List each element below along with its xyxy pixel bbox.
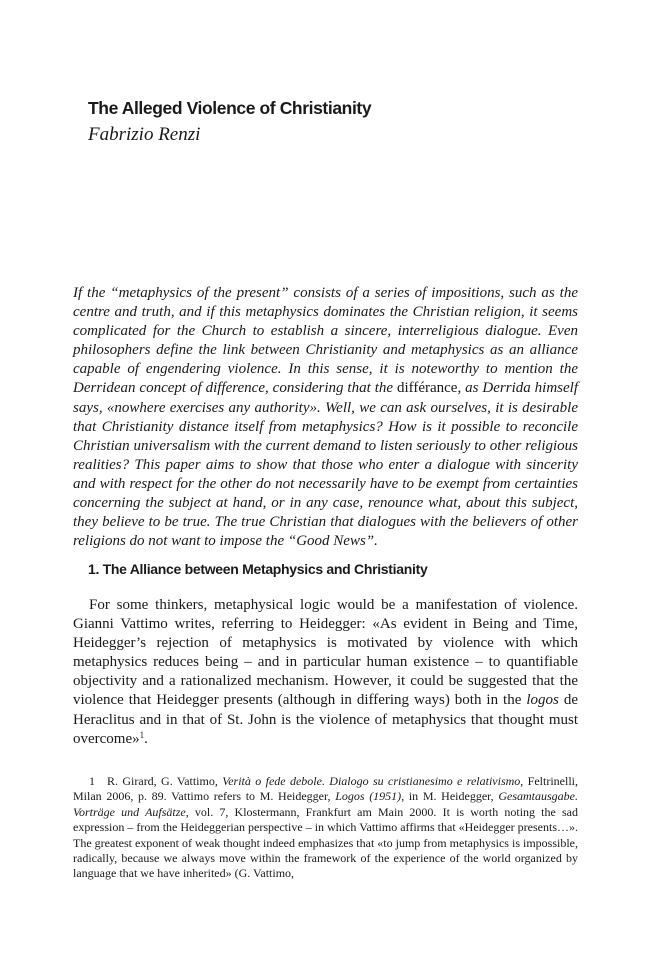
abstract-term: différance	[396, 380, 458, 397]
footnote-number: 1	[89, 774, 95, 788]
footnote-text-4: , vol. 7, Klostermann, Frankfurt am Main 2000. It is worth noting the sad expression – from the Heideggerian perspective – in which Vattimo affirms that «Heidegger presents…». The greatest exponent of weak thought indeed emphasizes that «to jump from metaphysics is impossible, radically, because we always move within the framework of the experience of the world organized by language that we have inherited» (G. Vattimo,	[73, 804, 578, 881]
article-title: The Alleged Violence of Christianity	[88, 98, 372, 118]
body-italic-term: logos	[526, 692, 559, 709]
abstract-text-1: If the “metaphysics of the present” consists of a series of impositions, such as the centre and truth, and if this metaphysics dominates the Christian religion, it seems complicated for the Church to establish a sincere, interreligious dialogue. Even philosophers define the link between Christianity and metaphysics as an alliance capable of engendering violence. In this sense, it is noteworthy to mention the Derridean concept of difference, considering that the	[73, 285, 578, 397]
footnote-text-2: , Feltrinelli, Milan 2006, p. 89. Vattimo refers to M. Heidegger,	[73, 774, 578, 804]
footnote-italic-3: Gesamtausgabe. Vorträge und Aufsätze	[73, 789, 578, 819]
abstract	[73, 284, 578, 551]
footnote-reference[interactable]: 1	[139, 729, 145, 740]
section-body	[73, 596, 578, 749]
author-name: Fabrizio Renzi	[88, 124, 201, 145]
footnote	[73, 774, 578, 882]
footnote-italic-1: Verità o fede debole. Dialogo su cristianesimo e relativismo	[222, 774, 521, 788]
body-text-1: For some thinkers, metaphysical logic would be a manifestation of violence. Gianni Vattimo writes, referring to Heidegger: «As evident in Being and Time, Heidegger’s rejection of metaphysics is motivated by violence with which metaphysics reduces being – and in particular human existence – to quantifiable objectivity and a rationalized mechanism. However, it could be suggested that the violence that Heidegger presents (although in differing ways) both in the	[73, 597, 578, 709]
footnote-text-1: R. Girard, G. Vattimo,	[107, 774, 223, 788]
footnote-italic-2: Logos (1951)	[335, 789, 402, 804]
footnote-text-3: , in M. Heidegger,	[401, 789, 499, 804]
body-text-2: de Heraclitus and in that of St. John is the violence of metaphysics that thought must overcome»	[73, 692, 578, 747]
section-heading: 1. The Alliance between Metaphysics and Christianity	[88, 561, 428, 577]
abstract-text-2: , as Derrida himself says, «nowhere exercises any authority». Well, we can ask ourselves, it is desirable that Christianity distance itself from metaphysics? How is it possible to reconcile Christian universalism with the current demand to listen seriously to other religious realities? This paper aims to show that those who enter a dialogue with sincerity and with respect for the other do not necessarily have to be exempt from certainties concerning the subject at hand, or in any case, renounce what, about this subject, they believe to be true. The true Christian that dialogues with the believers of other religions do not want to impose the “Good News”.	[73, 380, 579, 550]
body-paragraph	[73, 596, 578, 749]
body-text-end: .	[144, 730, 148, 747]
